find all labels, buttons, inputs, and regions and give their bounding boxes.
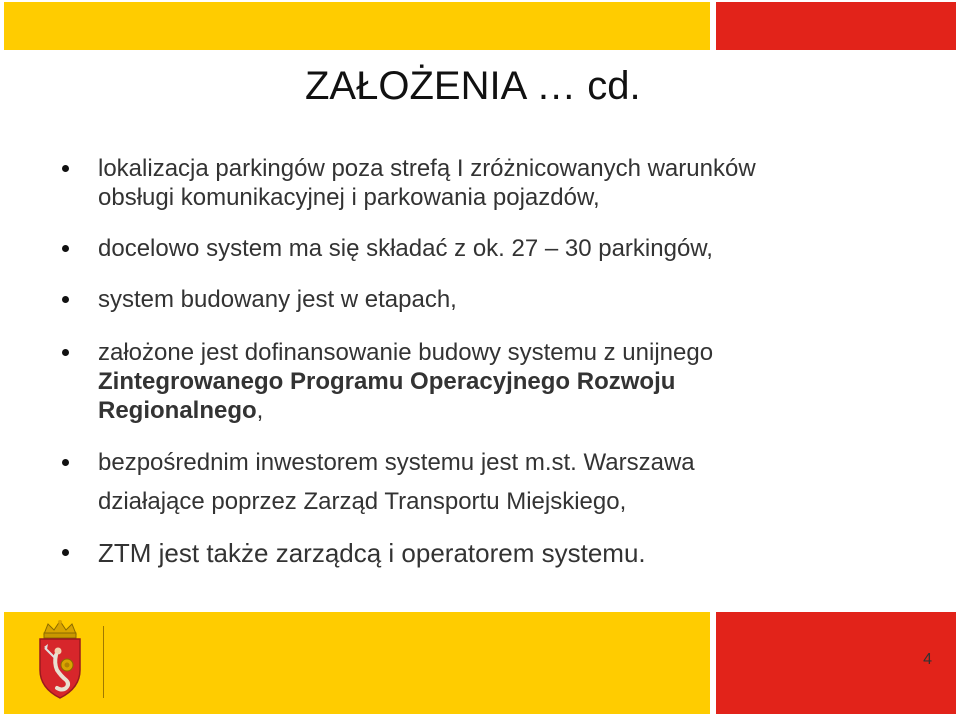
bullet-text-suffix: ,	[256, 397, 264, 424]
bullet-bold-text: Zintegrowanego Programu Operacyjnego Rozwoju	[98, 368, 676, 395]
bullet-bold-text: Regionalnego	[98, 397, 257, 424]
page-number: 4	[923, 651, 932, 668]
header-bar-red	[716, 2, 956, 50]
bullet-text: bezpośrednim inwestorem systemu jest m.st. Warszawa	[98, 449, 695, 476]
bullet-text: ZTM jest także zarządcą i operatorem systemu.	[98, 538, 646, 568]
bullet-item-investor	[60, 448, 920, 477]
bullet-text-line: obsługi komunikacyjnej i parkowania pojazdów,	[98, 184, 600, 211]
bullet-dot-icon	[62, 296, 69, 303]
bullet-dot-icon	[62, 349, 69, 356]
bullet-item-ztm-authority	[60, 487, 920, 516]
bullet-item-ztm-operator	[60, 538, 920, 569]
bullet-dot-icon	[62, 459, 69, 466]
footer-bar-red	[716, 612, 956, 714]
warsaw-coat-of-arms-icon	[30, 618, 90, 702]
bullet-item-location	[60, 154, 920, 212]
header-bar-yellow	[4, 2, 710, 50]
bullet-dot-icon	[62, 165, 69, 172]
bullet-text: docelowo system ma się składać z ok. 27 – 30 parkingów,	[98, 235, 713, 262]
bullet-dot-icon	[62, 245, 69, 252]
footer-divider	[103, 626, 104, 698]
bullet-text-line: założone jest dofinansowanie budowy systemu z unijnego	[98, 339, 714, 366]
bullet-list	[60, 146, 920, 569]
bullet-text: działające poprzez Zarząd Transportu Miejskiego,	[98, 488, 627, 515]
bullet-item-stages	[60, 285, 920, 314]
slide-title: ZAŁOŻENIA … cd.	[305, 64, 641, 108]
bullet-item-parking-count	[60, 234, 920, 263]
bullet-dot-icon	[62, 549, 69, 556]
bullet-text: system budowany jest w etapach,	[98, 286, 457, 313]
bullet-text-line: lokalizacja parkingów poza strefą I zróżnicowanych warunków	[98, 155, 756, 182]
bullet-item-funding	[60, 338, 920, 425]
footer-bar-yellow	[4, 612, 710, 714]
